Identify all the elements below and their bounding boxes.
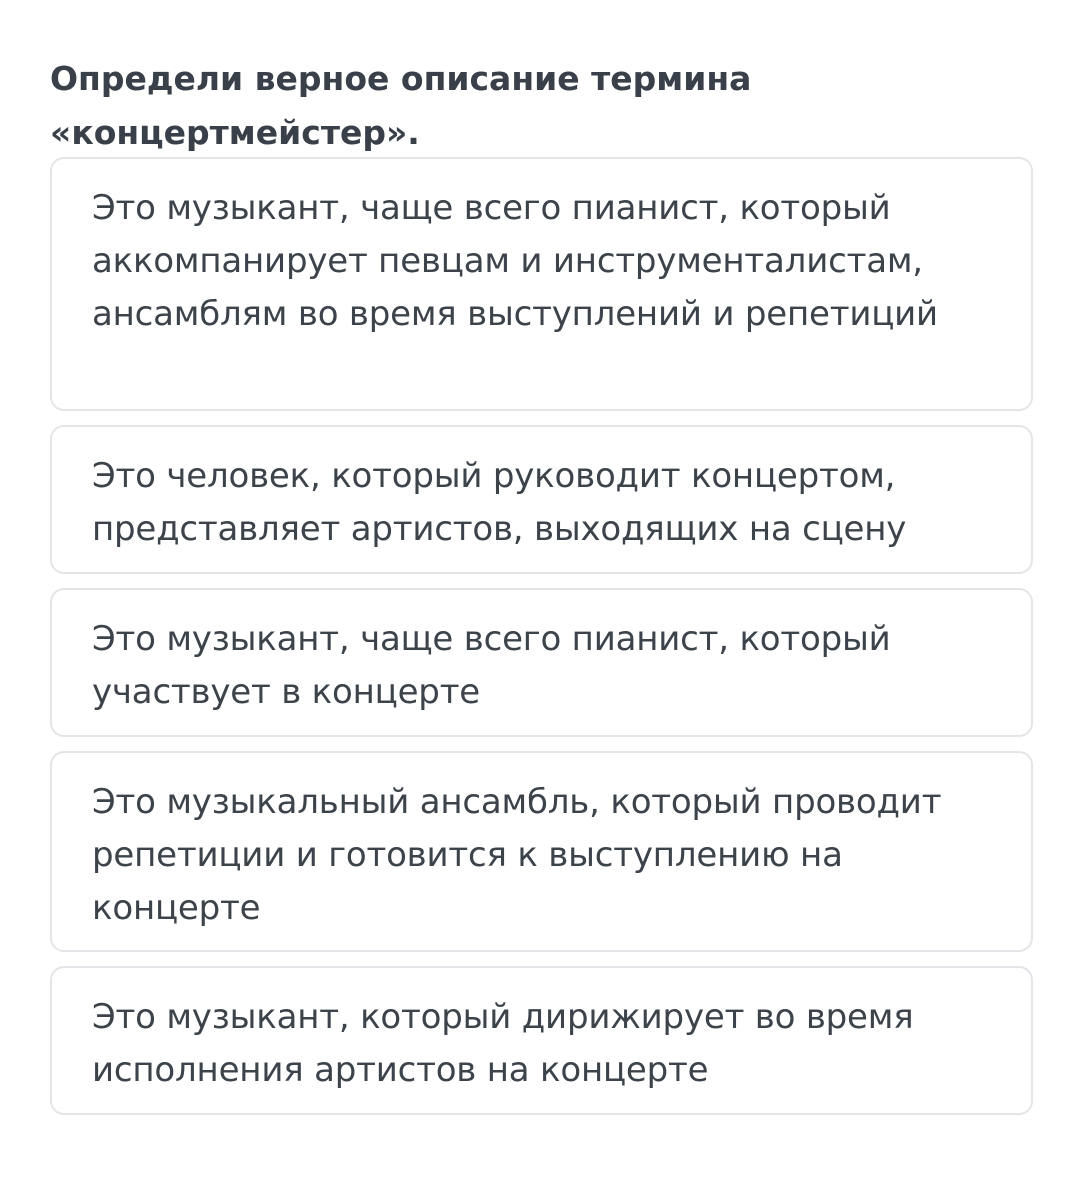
answer-option-2[interactable] — [50, 425, 1033, 574]
answer-option-3[interactable] — [50, 588, 1033, 737]
answer-option-text: Это музыкант, чаще всего пианист, который аккомпанирует певцам и инструменталистам, ансамблям во время выступлений и репетиций — [92, 188, 938, 334]
answer-options-list — [50, 157, 1033, 1129]
question-title: Определи верное описание термина «концертмейстер». — [50, 59, 752, 152]
answer-option-1[interactable] — [50, 157, 1033, 411]
answer-option-text: Это музыкант, чаще всего пианист, который участвует в концерте — [92, 619, 891, 712]
answer-option-5[interactable] — [50, 966, 1033, 1115]
answer-option-text: Это человек, который руководит концертом, представляет артистов, выходящих на сцену — [92, 456, 907, 549]
answer-option-text: Это музыкальный ансамбль, который проводит репетиции и готовится к выступлению на концерте — [92, 782, 942, 928]
answer-option-4[interactable] — [50, 751, 1033, 952]
answer-option-text: Это музыкант, который дирижирует во время исполнения артистов на концерте — [92, 997, 914, 1090]
